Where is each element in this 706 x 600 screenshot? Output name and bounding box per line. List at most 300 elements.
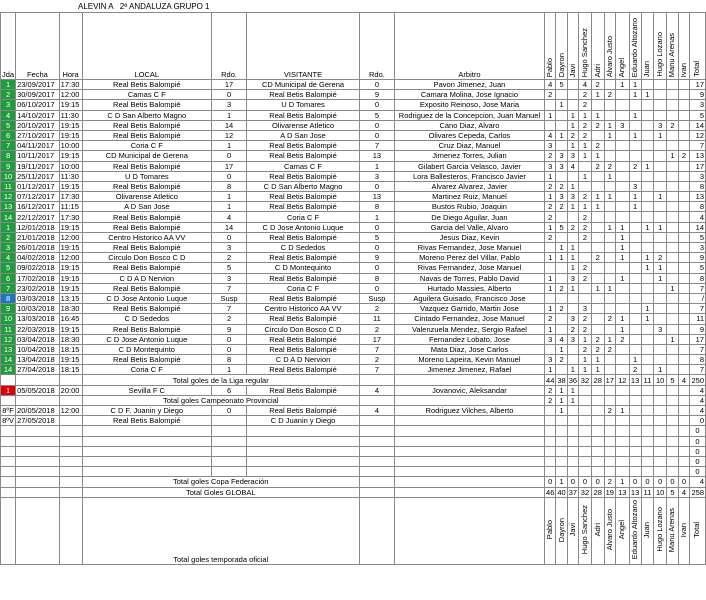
match-date: 13/03/2018 xyxy=(16,314,60,324)
player-goals xyxy=(556,314,567,324)
empty-cell xyxy=(59,436,82,446)
home-team: Coria C F xyxy=(82,365,212,375)
home-score: 7 xyxy=(212,304,247,314)
player-total xyxy=(641,395,654,405)
away-team: C D San Alberto Magno xyxy=(247,181,360,191)
away-team: C D Jose Antonio Luque xyxy=(247,222,360,232)
player-name: Angel xyxy=(617,520,627,540)
player-goals: 1 xyxy=(591,283,604,293)
player-goals xyxy=(567,344,578,354)
player-goals xyxy=(567,406,578,416)
player-goals xyxy=(556,416,567,426)
spacer xyxy=(59,375,82,385)
away-score: 4 xyxy=(360,385,395,395)
player-total xyxy=(591,395,604,405)
player-goals xyxy=(615,416,629,426)
empty-cell xyxy=(247,426,360,436)
referee: Cano Diaz, Alvaro xyxy=(394,120,544,130)
empty-cell xyxy=(82,436,212,446)
match-date: 14/10/2017 xyxy=(16,110,60,120)
player-goals xyxy=(654,406,667,416)
empty-cell xyxy=(629,446,641,456)
player-goals xyxy=(567,100,578,110)
match-date: 19/11/2017 xyxy=(16,161,60,171)
referee: Rodriguez de la Concepcion, Juan Manuel xyxy=(394,110,544,120)
player-goals: 1 xyxy=(567,243,578,253)
empty-cell xyxy=(604,426,615,436)
empty-cell xyxy=(667,456,679,466)
away-score: 0 xyxy=(360,222,395,232)
player-goals xyxy=(567,304,578,314)
player-goals: 1 xyxy=(629,110,641,120)
player-goals xyxy=(641,212,654,222)
player-goals: 1 xyxy=(579,355,592,365)
home-score: 3 xyxy=(212,273,247,283)
player-goals xyxy=(604,293,615,303)
home-team: C D Sededos xyxy=(82,314,212,324)
player-goals xyxy=(641,202,654,212)
grand-total: 250 xyxy=(689,375,705,385)
player-goals: 4 xyxy=(545,130,556,140)
player-footer xyxy=(654,497,667,564)
match-time: 12:00 xyxy=(59,232,82,242)
player-goals xyxy=(654,181,667,191)
total-row xyxy=(1,395,706,405)
player-goals: 1 xyxy=(567,385,578,395)
player-total: 32 xyxy=(579,375,592,385)
player-goals: 2 xyxy=(545,181,556,191)
player-header xyxy=(567,13,578,80)
player-total xyxy=(604,395,615,405)
home-score: 14 xyxy=(212,120,247,130)
home-team: C D San Alberto Magno xyxy=(82,110,212,120)
empty-cell xyxy=(360,456,395,466)
player-goals xyxy=(615,385,629,395)
home-team: Real Betis Balompié xyxy=(82,283,212,293)
player-header xyxy=(556,13,567,80)
player-goals xyxy=(545,120,556,130)
referee: Gilabert Garcia Velasco, Javier xyxy=(394,161,544,171)
player-goals: 4 xyxy=(556,334,567,344)
player-goals: 1 xyxy=(667,151,679,161)
home-team: Real Betis Balompié xyxy=(82,263,212,273)
home-team: Real Betis Balompié xyxy=(82,222,212,232)
round-number: 8ºV xyxy=(2,416,14,426)
player-goals: 1 xyxy=(567,181,578,191)
round-number: 10 xyxy=(1,314,16,324)
player-goals: 2 xyxy=(579,192,592,202)
match-date: 06/10/2017 xyxy=(16,100,60,110)
empty-cell xyxy=(641,467,654,477)
player-goals: 1 xyxy=(654,222,667,232)
player-total: 37 xyxy=(568,487,578,497)
away-team: Real Betis Balompié xyxy=(247,151,360,161)
player-goals: 2 xyxy=(556,355,567,365)
player-goals xyxy=(629,263,641,273)
player-goals xyxy=(654,283,667,293)
round-number: 3 xyxy=(1,243,16,253)
player-goals: 2 xyxy=(579,232,592,242)
empty-cell xyxy=(654,436,667,446)
match-row xyxy=(1,232,706,242)
grand-total: 258 xyxy=(689,487,705,497)
player-total: 44 xyxy=(546,375,555,385)
empty-cell xyxy=(212,426,247,436)
match-row xyxy=(1,293,706,303)
player-total xyxy=(629,395,641,405)
player-goals: 1 xyxy=(556,100,567,110)
match-time xyxy=(59,416,82,426)
spacer xyxy=(394,395,544,405)
player-goals: 3 xyxy=(629,181,641,191)
match-time: 17:30 xyxy=(59,192,82,202)
player-footer xyxy=(689,497,705,564)
match-total: 9 xyxy=(689,324,705,334)
player-goals: 2 xyxy=(545,212,556,222)
match-time: 19:15 xyxy=(59,130,82,140)
away-score: 7 xyxy=(360,141,395,151)
empty-row xyxy=(1,426,706,436)
player-name: Pablo xyxy=(545,520,555,540)
player-goals xyxy=(678,110,689,120)
player-goals: 1 xyxy=(667,334,679,344)
empty-cell xyxy=(16,446,60,456)
player-goals: 3 xyxy=(567,314,578,324)
empty-cell xyxy=(212,467,247,477)
match-total: 8 xyxy=(689,355,705,365)
player-goals: 1 xyxy=(629,202,641,212)
player-goals xyxy=(654,141,667,151)
player-goals: 2 xyxy=(667,120,679,130)
player-goals xyxy=(579,161,592,171)
match-time: 10:00 xyxy=(59,161,82,171)
player-goals xyxy=(678,181,689,191)
match-row xyxy=(1,416,706,426)
player-goals xyxy=(678,212,689,222)
player-goals xyxy=(579,181,592,191)
spacer xyxy=(394,497,544,564)
away-score: 1 xyxy=(360,212,395,222)
player-goals: 1 xyxy=(654,130,667,140)
player-goals xyxy=(667,263,679,273)
player-goals xyxy=(678,416,689,426)
match-date: 05/05/2018 xyxy=(16,385,60,395)
player-goals: 1 xyxy=(556,130,567,140)
player-header xyxy=(667,13,679,80)
player-goals xyxy=(667,100,679,110)
player-footer xyxy=(567,497,578,564)
player-goals xyxy=(579,243,592,253)
player-goals xyxy=(629,212,641,222)
player-goals xyxy=(567,416,578,426)
player-total: 1 xyxy=(556,395,567,405)
match-time: 19:15 xyxy=(59,263,82,273)
match-total: 13 xyxy=(689,192,705,202)
player-goals xyxy=(591,263,604,273)
total-cell: 0 xyxy=(689,456,705,466)
player-goals xyxy=(678,161,689,171)
referee: Hurtado Massies, Alberto xyxy=(394,283,544,293)
player-goals: 1 xyxy=(641,253,654,263)
empty-cell xyxy=(567,436,578,446)
player-goals xyxy=(629,120,641,130)
player-goals xyxy=(641,232,654,242)
home-score: 0 xyxy=(212,151,247,161)
home-score: 4 xyxy=(212,212,247,222)
player-goals xyxy=(641,181,654,191)
player-goals: 1 xyxy=(615,273,629,283)
player-goals: 3 xyxy=(556,192,567,202)
empty-cell xyxy=(394,426,544,436)
empty-cell xyxy=(1,446,16,456)
empty-cell xyxy=(567,467,578,477)
player-goals xyxy=(629,344,641,354)
match-row xyxy=(1,80,706,90)
player-goals xyxy=(604,243,615,253)
away-team: Real Betis Balompié xyxy=(247,90,360,100)
empty-cell xyxy=(16,456,60,466)
player-total: 0 xyxy=(678,477,689,487)
referee: Jimenez Jimenez, Rafael xyxy=(394,365,544,375)
match-row xyxy=(1,304,706,314)
round-number: 3 xyxy=(1,100,16,110)
away-team: Centro Historico AA VV xyxy=(247,304,360,314)
spacer xyxy=(360,497,395,564)
column-header: VISITANTE xyxy=(247,13,360,80)
home-score: 3 xyxy=(212,243,247,253)
referee: Vazquez Garrido, Martin Jose xyxy=(394,304,544,314)
player-goals xyxy=(556,232,567,242)
player-goals xyxy=(591,222,604,232)
match-date: 27/10/2017 xyxy=(16,130,60,140)
match-total: 7 xyxy=(689,365,705,375)
empty-cell xyxy=(591,456,604,466)
player-goals: 2 xyxy=(545,151,556,161)
round-number: 9 xyxy=(1,161,16,171)
player-goals: 2 xyxy=(579,273,592,283)
referee: Jimenez Torres, Julian xyxy=(394,151,544,161)
match-date: 04/11/2017 xyxy=(16,141,60,151)
away-team: Real Betis Balompié xyxy=(247,232,360,242)
empty-row xyxy=(1,467,706,477)
player-name: Alvaro Justo xyxy=(604,35,614,77)
round-number: 14 xyxy=(1,212,16,222)
player-goals: 2 xyxy=(556,202,567,212)
player-goals xyxy=(641,273,654,283)
empty-cell xyxy=(556,456,567,466)
player-goals: 1 xyxy=(615,406,629,416)
match-time: 19:15 xyxy=(59,283,82,293)
away-score: 7 xyxy=(360,365,395,375)
empty-cell xyxy=(654,446,667,456)
referee: Fernandez Lobato, Jose xyxy=(394,334,544,344)
spacer xyxy=(16,487,60,497)
home-score xyxy=(212,416,247,426)
home-team: C D Montequinto xyxy=(82,344,212,354)
player-goals xyxy=(667,344,679,354)
player-goals xyxy=(604,141,615,151)
away-team: Olivarense Atletico xyxy=(247,120,360,130)
empty-cell xyxy=(556,436,567,446)
player-footer xyxy=(556,497,567,564)
empty-cell xyxy=(360,436,395,446)
player-goals: 1 xyxy=(556,385,567,395)
empty-cell xyxy=(629,436,641,446)
match-row xyxy=(1,243,706,253)
player-goals xyxy=(545,243,556,253)
round-number: 4 xyxy=(1,110,16,120)
player-goals xyxy=(678,304,689,314)
away-team: Real Betis Balompié xyxy=(247,141,360,151)
empty-cell xyxy=(247,446,360,456)
column-header: Rdo. xyxy=(360,13,395,80)
player-goals: 1 xyxy=(641,222,654,232)
player-goals xyxy=(604,416,615,426)
empty-cell xyxy=(678,446,689,456)
home-score: 0 xyxy=(212,406,247,416)
player-goals: 2 xyxy=(604,344,615,354)
home-score: 2 xyxy=(212,314,247,324)
player-goals: 2 xyxy=(579,344,592,354)
player-goals xyxy=(641,141,654,151)
player-total xyxy=(667,395,679,405)
player-goals xyxy=(654,100,667,110)
player-goals: 1 xyxy=(556,344,567,354)
player-total xyxy=(579,395,592,405)
player-goals xyxy=(667,141,679,151)
away-team: C D Sededos xyxy=(247,243,360,253)
player-goals xyxy=(654,151,667,161)
player-goals xyxy=(667,212,679,222)
player-goals xyxy=(556,293,567,303)
match-date: 25/11/2017 xyxy=(16,171,60,181)
player-goals xyxy=(678,263,689,273)
player-header xyxy=(545,13,556,80)
player-goals: 1 xyxy=(654,263,667,273)
player-goals: 1 xyxy=(604,283,615,293)
empty-cell xyxy=(360,446,395,456)
player-name: Hugo Sanchez xyxy=(579,505,589,555)
away-score: 0 xyxy=(360,263,395,273)
match-total: 3 xyxy=(689,243,705,253)
player-goals: 4 xyxy=(567,161,578,171)
player-goals xyxy=(641,365,654,375)
player-goals xyxy=(641,293,654,303)
match-time: 19:15 xyxy=(59,222,82,232)
player-goals xyxy=(604,253,615,263)
player-goals xyxy=(678,243,689,253)
player-goals xyxy=(604,324,615,334)
total-cell: 0 xyxy=(689,446,705,456)
away-score: Susp xyxy=(360,293,395,303)
round-number: 2 xyxy=(1,232,16,242)
player-goals xyxy=(678,100,689,110)
player-goals xyxy=(678,253,689,263)
spacer xyxy=(360,477,395,487)
player-goals: 3 xyxy=(545,334,556,344)
spacer xyxy=(16,477,60,487)
player-header xyxy=(689,13,705,80)
player-total: 13 xyxy=(630,375,640,385)
player-goals xyxy=(591,304,604,314)
player-footer xyxy=(667,497,679,564)
player-goals: 3 xyxy=(579,304,592,314)
match-time: 10:00 xyxy=(59,141,82,151)
empty-cell xyxy=(667,446,679,456)
player-goals xyxy=(678,344,689,354)
player-goals xyxy=(641,334,654,344)
player-name: Eduardo Altozano xyxy=(630,500,640,560)
player-goals: 2 xyxy=(556,304,567,314)
empty-cell xyxy=(59,456,82,466)
empty-cell xyxy=(604,467,615,477)
player-goals xyxy=(556,110,567,120)
match-time: 19:15 xyxy=(59,100,82,110)
away-score: 13 xyxy=(360,151,395,161)
player-goals xyxy=(629,314,641,324)
empty-cell xyxy=(212,436,247,446)
match-date: 21/01/2018 xyxy=(16,232,60,242)
away-team: Real Betis Balompié xyxy=(247,293,360,303)
match-date: 27/04/2018 xyxy=(16,365,60,375)
player-goals: 1 xyxy=(629,90,641,100)
match-row xyxy=(1,161,706,171)
player-goals xyxy=(629,141,641,151)
player-goals xyxy=(615,344,629,354)
home-score: 12 xyxy=(212,130,247,140)
player-name: Dayron xyxy=(556,52,566,77)
empty-cell xyxy=(579,426,592,436)
match-total: 17 xyxy=(689,161,705,171)
player-goals xyxy=(604,100,615,110)
round-number: 10 xyxy=(1,171,16,181)
home-team: Real Betis Balompié xyxy=(82,243,212,253)
match-time: 12:00 xyxy=(59,90,82,100)
home-score: 6 xyxy=(212,385,247,395)
player-goals xyxy=(615,171,629,181)
player-goals: 1 xyxy=(641,304,654,314)
player-name: Total xyxy=(692,521,702,538)
player-goals xyxy=(667,202,679,212)
match-row xyxy=(1,100,706,110)
empty-cell xyxy=(556,446,567,456)
home-score: 0 xyxy=(212,232,247,242)
empty-cell xyxy=(1,436,16,446)
player-goals: 1 xyxy=(654,365,667,375)
home-team: Real Betis Balompié xyxy=(82,181,212,191)
player-name: Dayron xyxy=(556,517,566,542)
total-row xyxy=(1,487,706,497)
player-goals xyxy=(641,355,654,365)
empty-row xyxy=(1,446,706,456)
player-goals: 1 xyxy=(545,171,556,181)
player-footer xyxy=(641,497,654,564)
player-goals: 2 xyxy=(591,141,604,151)
away-team: Real Betis Balompié xyxy=(247,171,360,181)
player-goals: 1 xyxy=(604,192,615,202)
player-goals: 1 xyxy=(604,171,615,181)
player-goals: 1 xyxy=(654,273,667,283)
player-goals xyxy=(629,171,641,181)
player-goals: 2 xyxy=(591,344,604,354)
round-number: 14 xyxy=(1,365,16,375)
player-goals xyxy=(678,80,689,90)
round-number: 8 xyxy=(1,151,16,161)
match-total: 4 xyxy=(689,406,705,416)
player-goals xyxy=(641,100,654,110)
home-team: CD Municipal de Gerena xyxy=(82,151,212,161)
round-number: 12 xyxy=(1,334,16,344)
